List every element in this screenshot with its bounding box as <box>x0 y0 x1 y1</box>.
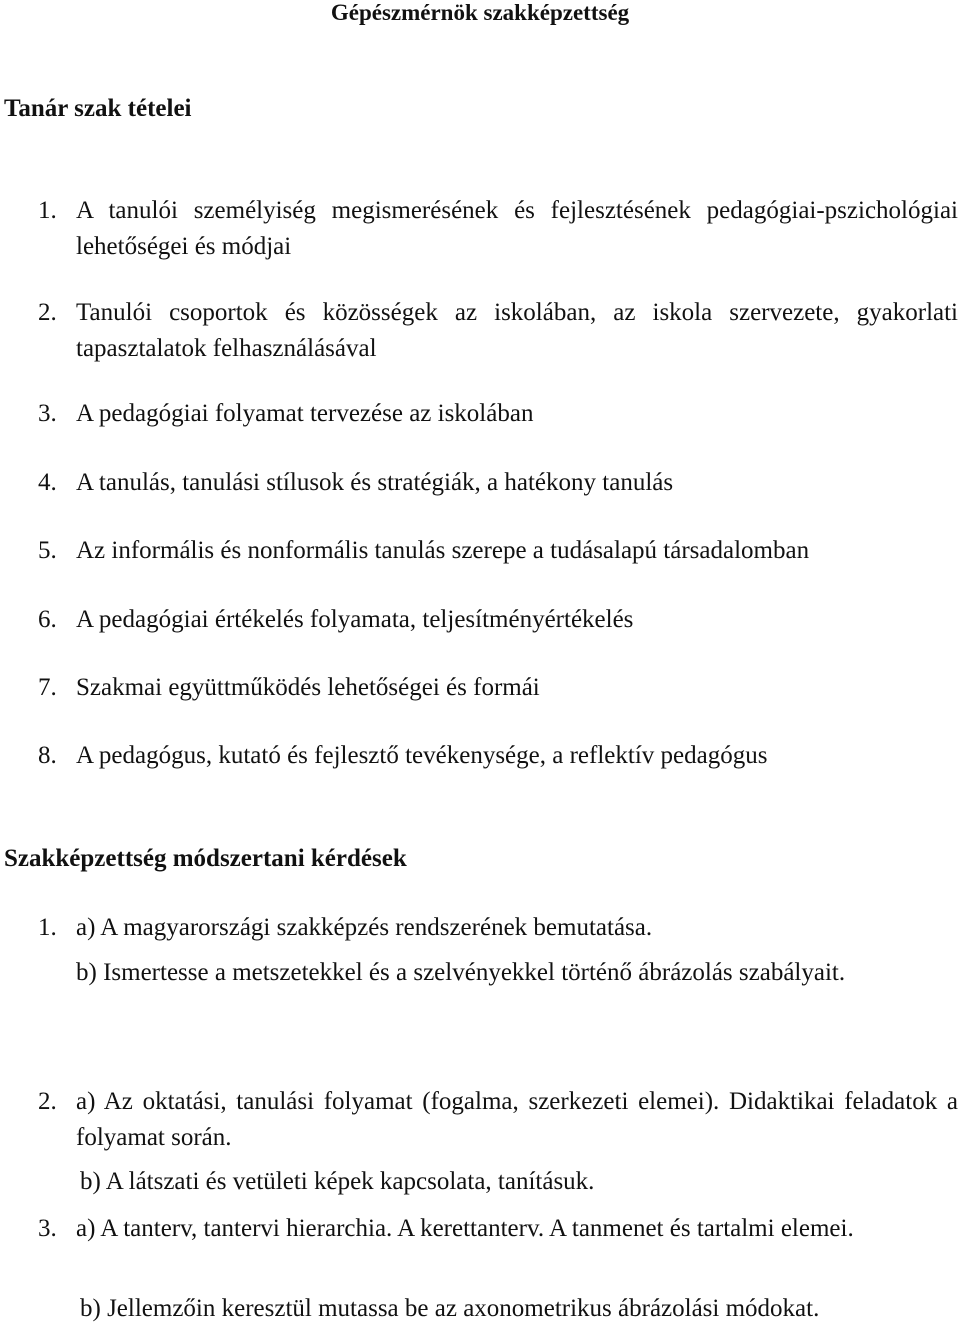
item-part-a: a) A tanterv, tantervi hierarchia. A kerettanterv. A tanmenet és tartalmi elemei. <box>76 1215 854 1242</box>
item-text: Tanulói csoportok és közösségek az iskolában, az iskola szervezete, gyakorlati tapasztalatok felhasználásával <box>76 299 958 362</box>
item-number: 2. <box>38 1088 57 1115</box>
item-number: 4. <box>38 469 57 496</box>
item-number: 5. <box>38 537 57 564</box>
section-heading-methodology: Szakképzettség módszertani kérdések <box>4 845 407 872</box>
item-number: 3. <box>38 400 57 427</box>
item-text: A tanulás, tanulási stílusok és stratégiák, a hatékony tanulás <box>76 469 674 496</box>
item-part-a: a) A magyarországi szakképzés rendszerének bemutatása. <box>76 914 653 941</box>
item-text: Szakmai együttműködés lehetőségei és formái <box>76 674 540 701</box>
item-number: 1. <box>38 197 57 224</box>
document-title: Gépészmérnök szakképzettség <box>330 0 630 25</box>
item-number: 3. <box>38 1215 57 1242</box>
item-part-b: b) Ismertesse a metszetekkel és a szelvényekkel történő ábrázolás szabályait. <box>76 959 846 986</box>
item-part-b: b) A látszati és vetületi képek kapcsolata, tanításuk. <box>80 1168 595 1195</box>
item-number: 7. <box>38 674 57 701</box>
item-number: 1. <box>38 914 57 941</box>
item-number: 6. <box>38 606 57 633</box>
item-text: A pedagógiai folyamat tervezése az iskolában <box>76 400 534 427</box>
section-heading-teacher-topics: Tanár szak tételei <box>4 95 192 122</box>
item-part-a: a) Az oktatási, tanulási folyamat (fogalma, szerkezeti elemei). Didaktikai feladatok a folyamat során. <box>76 1088 958 1151</box>
item-number: 8. <box>38 742 57 769</box>
item-text: A tanulói személyiség megismerésének és fejlesztésének pedagógiai-pszichológiai lehetőségei és módjai <box>76 197 958 260</box>
item-part-b: b) Jellemzőin keresztül mutassa be az axonometrikus ábrázolási módokat. <box>80 1295 820 1322</box>
item-text: Az informális és nonformális tanulás szerepe a tudásalapú társadalomban <box>76 537 810 564</box>
item-number: 2. <box>38 299 57 326</box>
item-text: A pedagógiai értékelés folyamata, teljesítményértékelés <box>76 606 634 633</box>
item-text: A pedagógus, kutató és fejlesztő tevékenysége, a reflektív pedagógus <box>76 742 768 769</box>
